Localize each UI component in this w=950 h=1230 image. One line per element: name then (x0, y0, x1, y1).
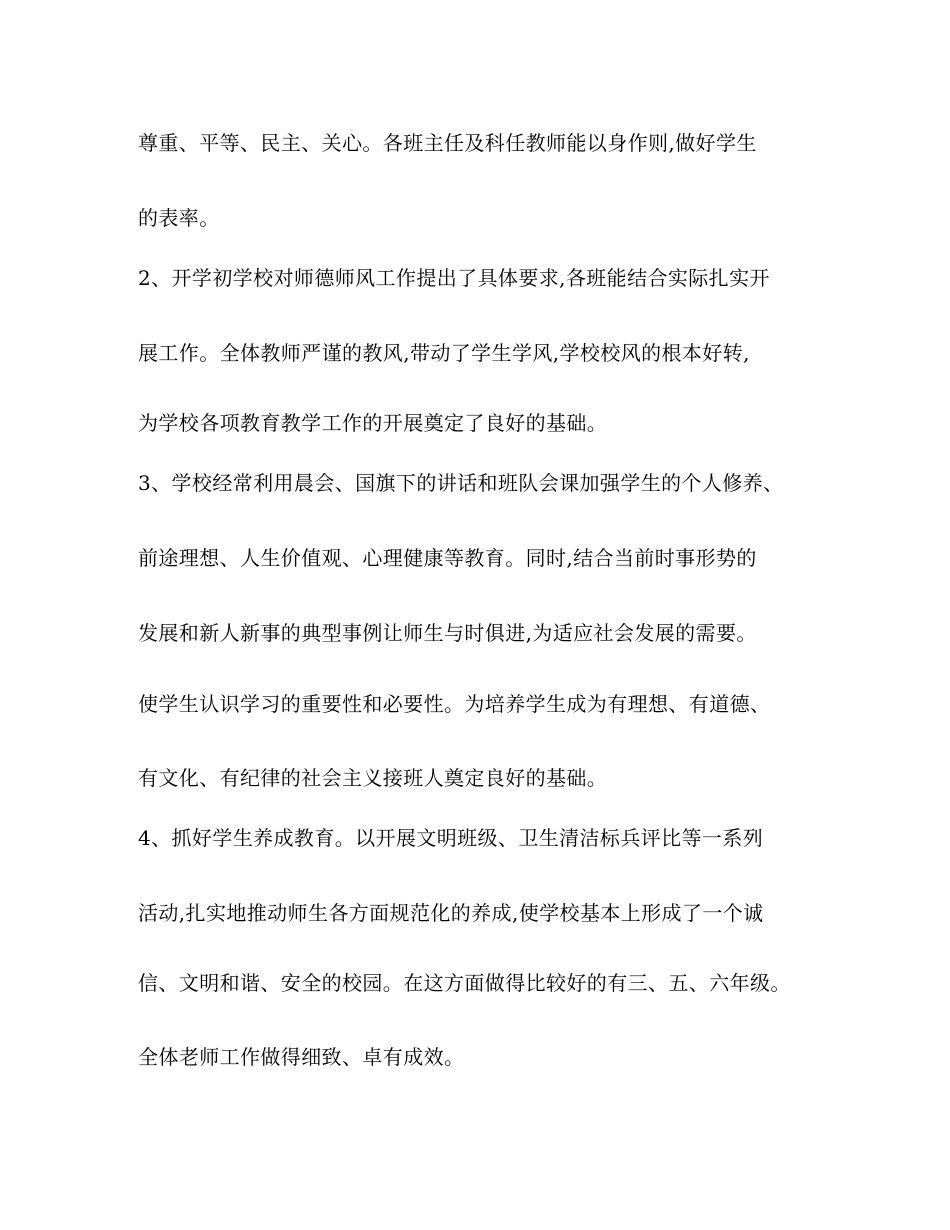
text-line: 的表率。 (138, 206, 220, 230)
text-line: 前途理想、人生价值观、心理健康等教育。同时,结合当前时事形势的 (138, 546, 757, 570)
text-line: 信、文明和谐、安全的校园。在这方面做得比较好的有三、五、六年级。 (138, 971, 791, 995)
text-line: 2、开学初学校对师德师风工作提出了具体要求,各班能结合实际扎实开 (138, 266, 770, 290)
text-line: 尊重、平等、民主、关心。各班主任及科任教师能以身作则,做好学生 (138, 131, 757, 155)
text-line: 使学生认识学习的重要性和必要性。为培养学生成为有理想、有道德、 (138, 692, 771, 716)
text-line: 有文化、有纪律的社会主义接班人奠定良好的基础。 (138, 766, 608, 790)
text-line: 活动,扎实地推动师生各方面规范化的养成,使学校基本上形成了一个诚 (138, 901, 764, 925)
text-line: 全体老师工作做得细致、卓有成效。 (138, 1045, 465, 1069)
text-line: 4、抓好学生养成教育。以开展文明班级、卫生清洁标兵评比等一系列 (138, 826, 764, 850)
text-line: 发展和新人新事的典型事例让师生与时俱进,为适应社会发展的需要。 (138, 621, 757, 645)
text-line: 为学校各项教育教学工作的开展奠定了良好的基础。 (138, 411, 608, 435)
text-line: 3、学校经常利用晨会、国旗下的讲话和班队会课加强学生的个人修养、 (138, 471, 784, 495)
text-line: 展工作。全体教师严谨的教风,带动了学生学风,学校校风的根本好转, (138, 341, 750, 365)
